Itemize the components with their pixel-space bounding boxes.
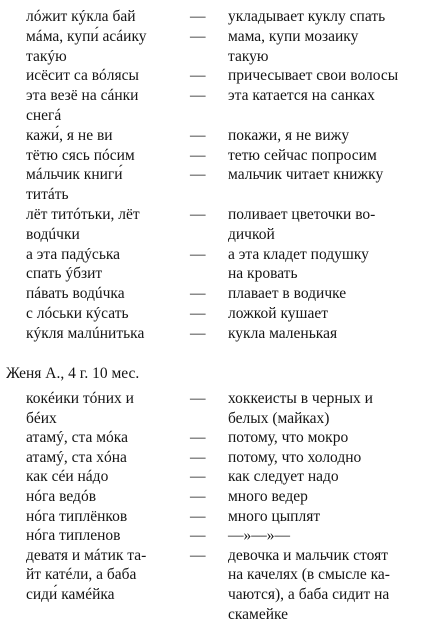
separator-dash: — <box>190 8 206 25</box>
child-utterance: мáма, купи́ асáику <box>26 27 147 45</box>
child-utterance: атамý, ста мóка <box>26 429 128 447</box>
separator-dash: — <box>190 245 206 263</box>
translation-text: скамейке <box>228 605 289 623</box>
translation-text: потому, что мокро <box>228 429 349 447</box>
translation-text: плавает в водичке <box>228 285 347 303</box>
child-utterance: а эта падýська <box>26 245 121 263</box>
translation-text: мальчик читает книжку <box>228 166 384 184</box>
translation-text: потому, что холодно <box>228 448 362 466</box>
child-utterance: мáльчик книги́ <box>26 166 123 184</box>
child-utterance: кажи́, я не ви <box>26 126 113 144</box>
child-utterance: такýю <box>26 47 67 65</box>
separator-dash: — <box>190 126 206 144</box>
child-utterance: атамý, ста хóна <box>26 448 127 466</box>
separator-dash: — <box>190 546 206 564</box>
translation-text: на кровать <box>228 265 298 283</box>
child-utterance: водúчки <box>26 225 80 243</box>
translation-text: много цыплят <box>228 507 321 525</box>
separator-dash: — <box>190 166 206 184</box>
separator-dash: — <box>190 305 206 322</box>
child-utterance: лёт титóтьки, лёт <box>26 206 140 223</box>
child-utterance: нóга ведóв <box>26 488 97 505</box>
separator-dash: — <box>190 488 206 505</box>
translation-text: укладывает куклу спать <box>228 8 386 25</box>
separator-dash: — <box>190 324 206 342</box>
translation-text: мама, купи мозаику <box>228 27 359 45</box>
translation-text: чаются), а баба сидит на <box>228 586 390 603</box>
translation-text: кукла маленькая <box>228 324 338 342</box>
translation-text: девочка и мальчик стоят <box>228 546 388 564</box>
translation-text: белых (майках) <box>228 409 330 427</box>
separator-dash: — <box>190 507 206 525</box>
child-header: Женя А., 4 г. 10 мес. <box>6 365 140 382</box>
translation-text: а эта кладет подушку <box>228 245 369 263</box>
child-utterance: нóга типленов <box>26 527 121 545</box>
child-utterance: лóжит кýкла бай <box>26 8 136 25</box>
child-utterance: нóга типлёнков <box>26 507 128 525</box>
translation-text: покажи, я не вижу <box>228 126 350 144</box>
child-utterance: снегá <box>26 107 62 124</box>
translation-text: —»—»— <box>228 527 290 545</box>
separator-dash: — <box>190 285 206 303</box>
separator-dash: — <box>190 146 206 164</box>
separator-dash: — <box>190 448 206 466</box>
child-utterance: пáвать водúчка <box>26 285 125 303</box>
translation-text: много ведер <box>228 488 308 505</box>
child-utterance: сиди́ камéйка <box>26 586 115 603</box>
translation-text: такую <box>228 47 269 65</box>
child-utterance: кокéики тóних и <box>26 390 134 407</box>
translation-text: тетю сейчас попросим <box>228 146 377 164</box>
separator-dash: — <box>190 206 206 223</box>
separator-dash: — <box>190 429 206 447</box>
separator-dash: — <box>190 67 206 85</box>
child-utterance: бéих <box>26 409 57 427</box>
separator-dash: — <box>190 390 206 407</box>
translation-text: дичкой <box>228 225 275 243</box>
child-utterance: с лóськи кýсать <box>26 305 129 322</box>
child-utterance: спать ýбзит <box>26 265 103 283</box>
child-utterance: титáть <box>26 186 69 204</box>
child-utterance: деватя и мáтик та- <box>26 546 147 564</box>
separator-dash: — <box>190 87 206 105</box>
child-utterance: эта везё на сáнки <box>26 87 139 105</box>
child-utterance: тётю сясь пóсим <box>26 146 135 164</box>
translation-text: хоккеисты в черных и <box>228 390 373 407</box>
separator-dash: — <box>190 468 206 486</box>
translation-text: эта катается на санках <box>228 87 375 105</box>
translation-text: причесывает свои волосы <box>228 67 399 85</box>
child-utterance: кýкля малúнитька <box>26 324 145 342</box>
separator-dash: — <box>190 27 206 45</box>
translation-text: на качелях (в смысле ка- <box>228 566 390 584</box>
child-utterance: йт катéли, а баба <box>26 566 137 584</box>
separator-dash: — <box>190 527 206 545</box>
translation-text: ложкой кушает <box>228 305 329 322</box>
child-utterance: как сéи нáдо <box>26 468 109 486</box>
translation-text: поливает цветочки во- <box>228 206 376 223</box>
translation-text: как следует надо <box>228 468 339 486</box>
child-utterance: исёсит са вóлясы <box>26 67 139 85</box>
